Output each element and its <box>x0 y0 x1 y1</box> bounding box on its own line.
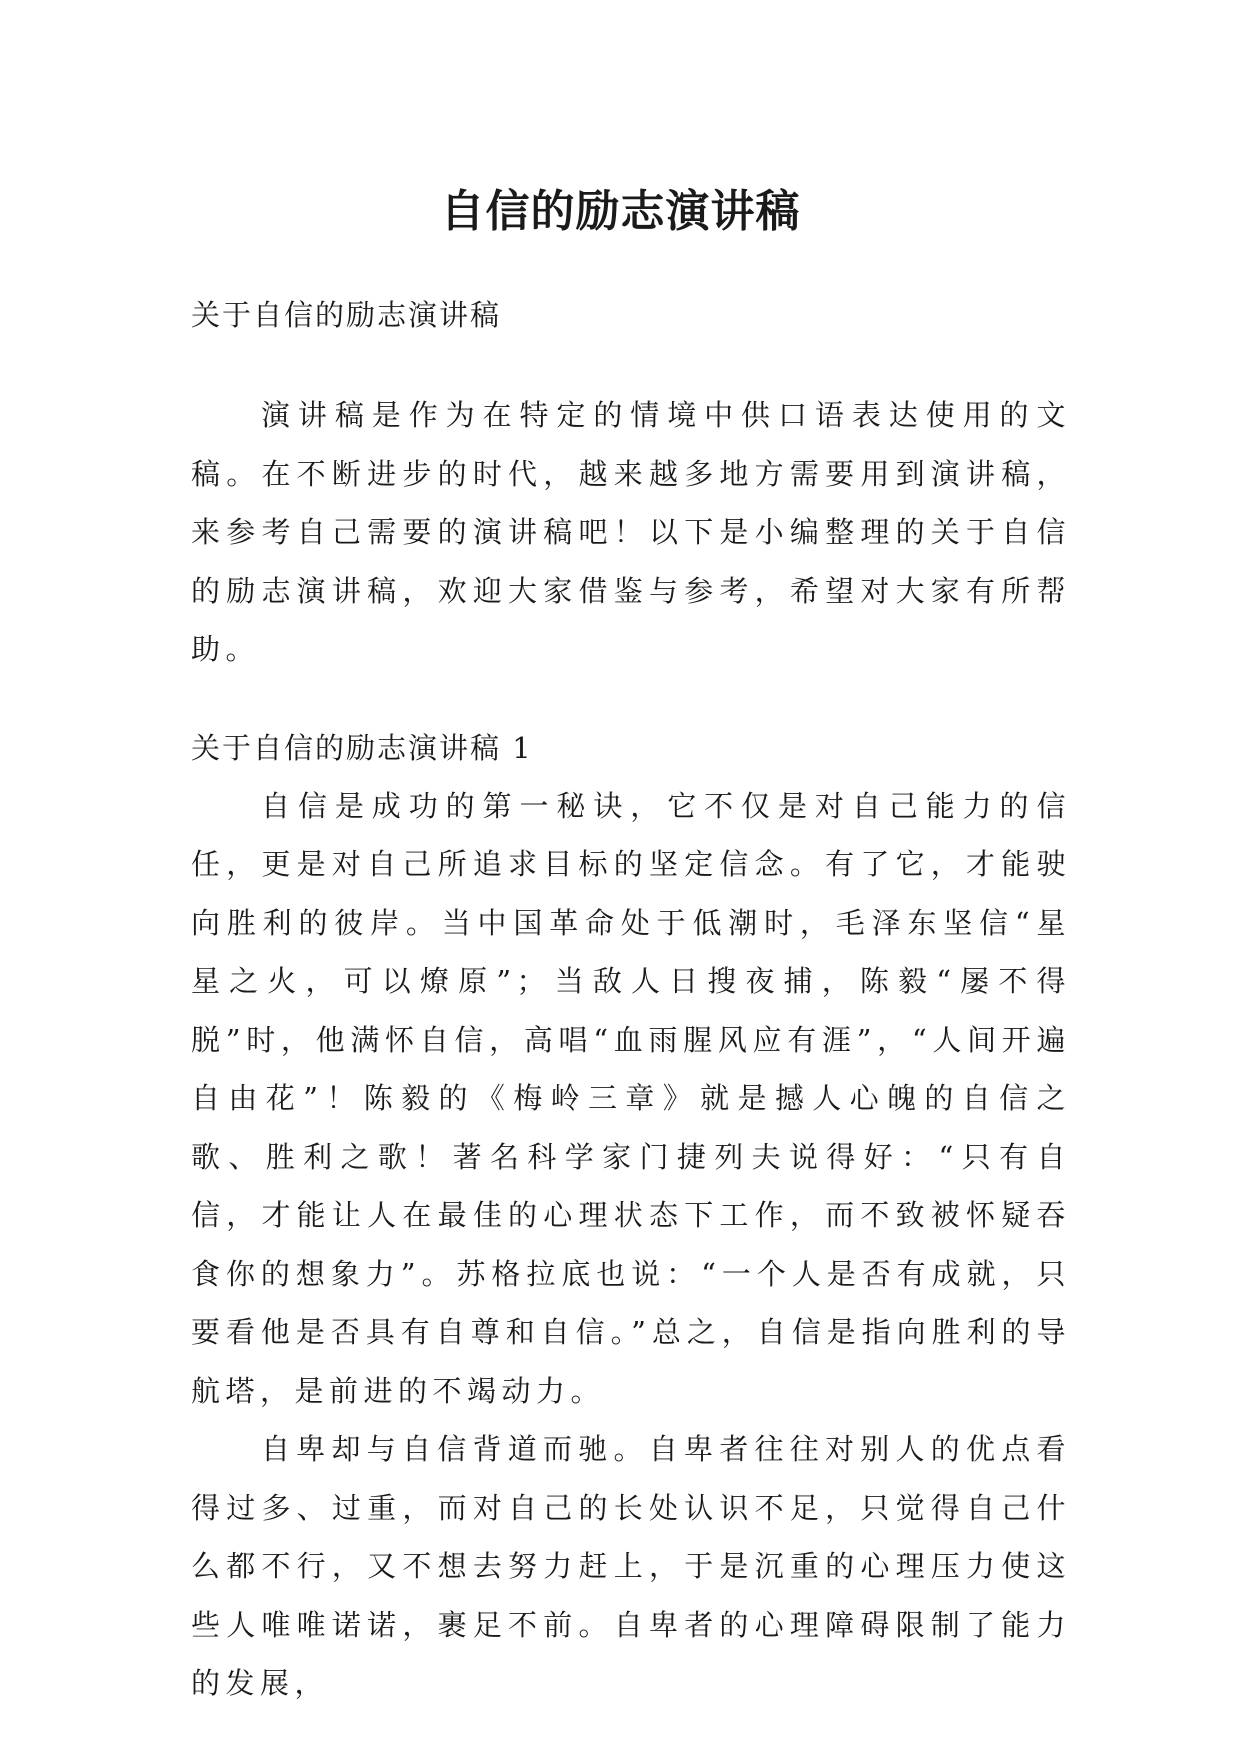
body-paragraph: 自卑却与自信背道而驰。自卑者往往对别人的优点看得过多、过重，而对自己的长处认识不足，只觉得自己什么都不行，又不想去努力赶上，于是沉重的心理压力使这些人唯唯诺诺，裹足不前。自卑者的心理障碍限制了能力的发展， <box>191 1432 1071 1700</box>
document-subtitle: 关于自信的励志演讲稿 <box>191 298 502 332</box>
body-paragraph: 自信是成功的第一秘诀，它不仅是对自己能力的信任，更是对自己所追求目标的坚定信念。有了它，才能驶向胜利的彼岸。当中国革命处于低潮时，毛泽东坚信“星星之火，可以燎原”；当敌人日搜夜捕，陈毅“屡不得脱”时，他满怀自信，高唱“血雨腥风应有涯”，“人间开遍自由花”！陈毅的《梅岭三章》就是撼人心魄的自信之歌、胜利之歌！著名科学家门捷列夫说得好：“只有自信，才能让人在最佳的心理状态下工作，而不致被怀疑吞食你的想象力”。苏格拉底也说：“一个人是否有成就，只要看他是否具有自尊和自信。”总之，自信是指向胜利的导航塔，是前进的不竭动力。 <box>191 788 1071 1408</box>
document-body <box>191 286 1071 1713</box>
intro-paragraph: 演讲稿是作为在特定的情境中供口语表达使用的文稿。在不断进步的时代，越来越多地方需要用到演讲稿，来参考自己需要的演讲稿吧！以下是小编整理的关于自信的励志演讲稿，欢迎大家借鉴与参考，希望对大家有所帮助。 <box>191 398 1071 666</box>
document-title: 自信的励志演讲稿 <box>440 186 801 238</box>
section-heading: 关于自信的励志演讲稿 1 <box>191 730 533 765</box>
